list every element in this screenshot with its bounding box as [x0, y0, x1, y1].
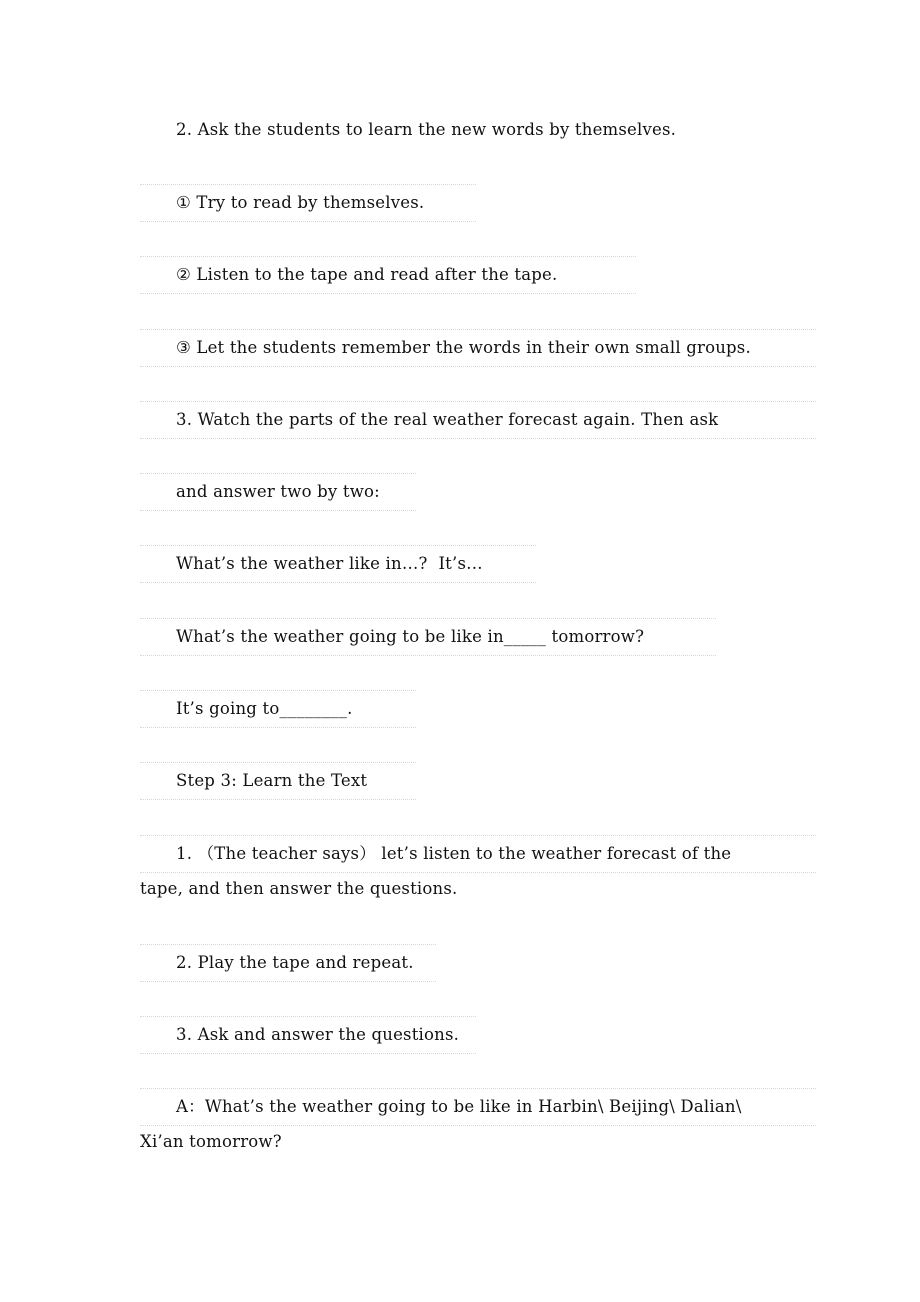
- dialogue-question-weather-like: What’s the weather like in…? It’s…: [140, 545, 536, 583]
- sub-step-listen-to-tape: ② Listen to the tape and read after the tape.: [140, 256, 636, 294]
- instruction-watch-forecast-continued: and answer two by two:: [140, 473, 416, 511]
- question-a-weather-cities-continued: Xi’an tomorrow?: [140, 1132, 282, 1151]
- step-3-item-1: 1. （The teacher says） let’s listen to the weather forecast of the: [140, 835, 816, 873]
- dialogue-question-weather-tomorrow: What’s the weather going to be like in_____ tomorrow?: [140, 618, 716, 656]
- step-3-item-1-continued: tape, and then answer the questions.: [140, 879, 458, 898]
- section-heading-step-3: Step 3: Learn the Text: [140, 762, 416, 800]
- question-a-weather-cities: A：What’s the weather going to be like in Harbin\ Beijing\ Dalian\: [140, 1088, 816, 1126]
- instruction-watch-forecast: 3. Watch the parts of the real weather forecast again. Then ask: [140, 401, 816, 439]
- sub-step-remember-words: ③ Let the students remember the words in their own small groups.: [140, 329, 816, 367]
- step-3-item-2: 2. Play the tape and repeat.: [140, 944, 436, 982]
- sub-step-read-by-themselves: ① Try to read by themselves.: [140, 184, 476, 222]
- dialogue-answer-going-to: It’s going to________.: [140, 690, 416, 728]
- step-3-item-3: 3. Ask and answer the questions.: [140, 1016, 476, 1054]
- instruction-learn-new-words: 2. Ask the students to learn the new words by themselves.: [176, 120, 677, 139]
